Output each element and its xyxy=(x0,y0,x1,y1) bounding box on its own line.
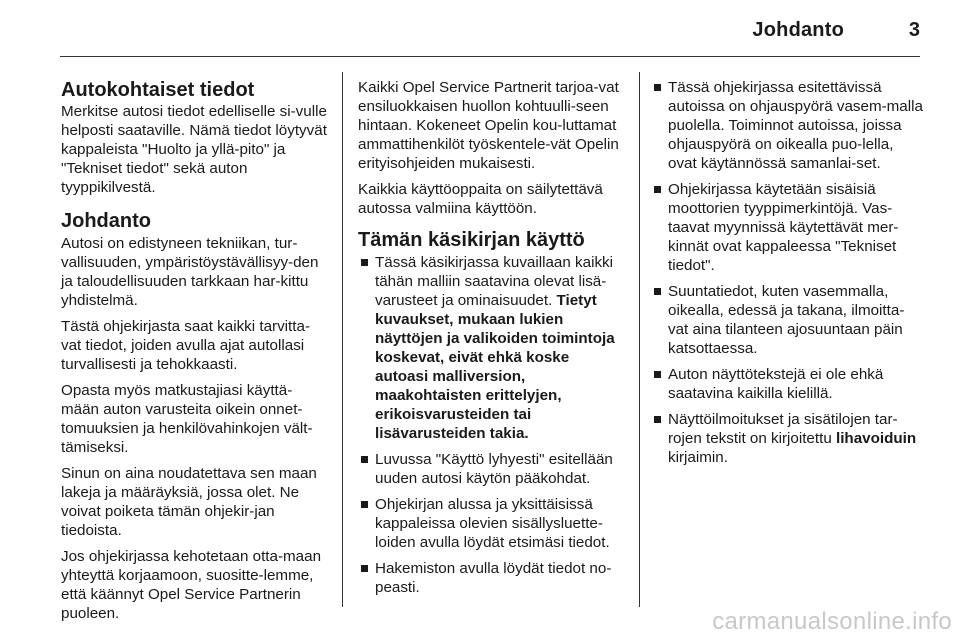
list-item: Suuntatiedot, kuten vasemmalla, oikealla, edessä ja takana, ilmoitta-vat aina tilanteen ajosuuntaan päin katsottaessa. xyxy=(651,282,923,358)
paragraph: Autosi on edistyneen tekniikan, tur-vallisuuden, ympäristöystävällisyy-den ja taloudellisuuden tarkkaan har-kittu yhdistelmä. xyxy=(61,235,319,309)
bullet-square-icon xyxy=(361,259,368,266)
column-divider-2 xyxy=(639,72,640,607)
paragraph: Kaikkia käyttöoppaita on säilytettävä autossa valmiina käyttöön. xyxy=(358,181,603,217)
bullet-square-icon xyxy=(654,416,661,423)
bullet-square-icon xyxy=(654,371,661,378)
column-2 xyxy=(358,78,626,604)
list-item: Näyttöilmoitukset ja sisätilojen tar-rojen tekstit on kirjoitettu lihavoiduin kirjaimin. xyxy=(651,410,923,467)
bullet-list xyxy=(358,253,626,597)
list-item: Tässä käsikirjassa kuvaillaan kaikki tähän malliin saatavina olevat lisä-varusteet ja ominaisuudet. Tietyt kuvaukset, mukaan lukien näyttöjen ja valikoiden toimintoja koskevat, eivät ehkä koske autoasi malliversion, maakohtaisten erittelyjen, erikoisvarusteiden tai lisävarusteiden takia. xyxy=(358,253,626,443)
paragraph: Opasta myös matkustajiasi käyttä-mään auton varusteita oikein onnet-tomuuksien ja henkilövahinkojen vält-tämiseksi. xyxy=(61,382,313,456)
heading-vehicle-data: Autokohtaiset tiedot xyxy=(61,79,255,101)
bullet-square-icon xyxy=(361,456,368,463)
list-item: Hakemiston avulla löydät tiedot no-peasti. xyxy=(358,559,626,597)
bullet-list xyxy=(651,78,923,467)
column-divider-1 xyxy=(342,72,343,607)
paragraph: Merkitse autosi tiedot edelliselle si-vulle helposti saataville. Nämä tiedot löytyvät kappaleista "Huolto ja yllä-pito" ja "Tekniset tiedot" sekä auton tyyppikilvestä. xyxy=(61,103,327,196)
page-number: 3 xyxy=(908,19,920,41)
heading-manual-usage: Tämän käsikirjan käyttö xyxy=(358,229,585,251)
list-item: Ohjekirjassa käytetään sisäisiä moottorien tyyppimerkintöjä. Vas-taavat myynnissä käytettävät mer-kinnät ovat kappaleessa "Tekniset tiedot". xyxy=(651,180,923,275)
list-item: Tässä ohjekirjassa esitettävissä autoissa on ohjauspyörä vasem-malla puolella. Toiminnot autoissa, joissa ohjauspyörä on oikealla puo-lella, ovat käytännössä samanlai-set. xyxy=(651,78,923,173)
bullet-square-icon xyxy=(654,84,661,91)
bullet-square-icon xyxy=(654,288,661,295)
bullet-square-icon xyxy=(361,501,368,508)
column-1 xyxy=(61,78,329,630)
header-rule xyxy=(60,56,920,57)
paragraph: Sinun on aina noudatettava sen maan lakeja ja määräyksiä, jossa olet. Ne voivat poiketa tämän ohjekir-jan tiedoista. xyxy=(61,465,317,539)
bullet-square-icon xyxy=(361,565,368,572)
list-item: Auton näyttötekstejä ei ole ehkä saatavina kaikilla kielillä. xyxy=(651,365,923,403)
bullet-square-icon xyxy=(654,186,661,193)
list-item: Ohjekirjan alussa ja yksittäisissä kappaleissa olevien sisällysluette-loiden avulla löydät etsimäsi tiedot. xyxy=(358,495,626,552)
list-item: Luvussa "Käyttö lyhyesti" esitellään uuden autosi käytön pääkohdat. xyxy=(358,450,626,488)
column-3 xyxy=(651,78,923,474)
watermark: carmanualsonline.info xyxy=(712,608,952,635)
running-title: Johdanto xyxy=(752,19,844,41)
paragraph: Kaikki Opel Service Partnerit tarjoa-vat ensiluokkaisen huollon kohtuulli-seen hintaan. Kokeneet Opelin kou-luttamat ammattihenkilöt työskentele-vät Opelin erityisohjeiden mukaisesti. xyxy=(358,79,619,172)
paragraph: Jos ohjekirjassa kehotetaan otta-maan yhteyttä korjaamoon, suositte-lemme, että käännyt Opel Service Partnerin puoleen. xyxy=(61,548,322,622)
page-header xyxy=(60,0,920,57)
paragraph: Tästä ohjekirjasta saat kaikki tarvitta-vat tiedot, joiden avulla ajat autollasi turvallisesti ja tehokkaasti. xyxy=(61,318,310,373)
heading-introduction: Johdanto xyxy=(61,210,151,232)
